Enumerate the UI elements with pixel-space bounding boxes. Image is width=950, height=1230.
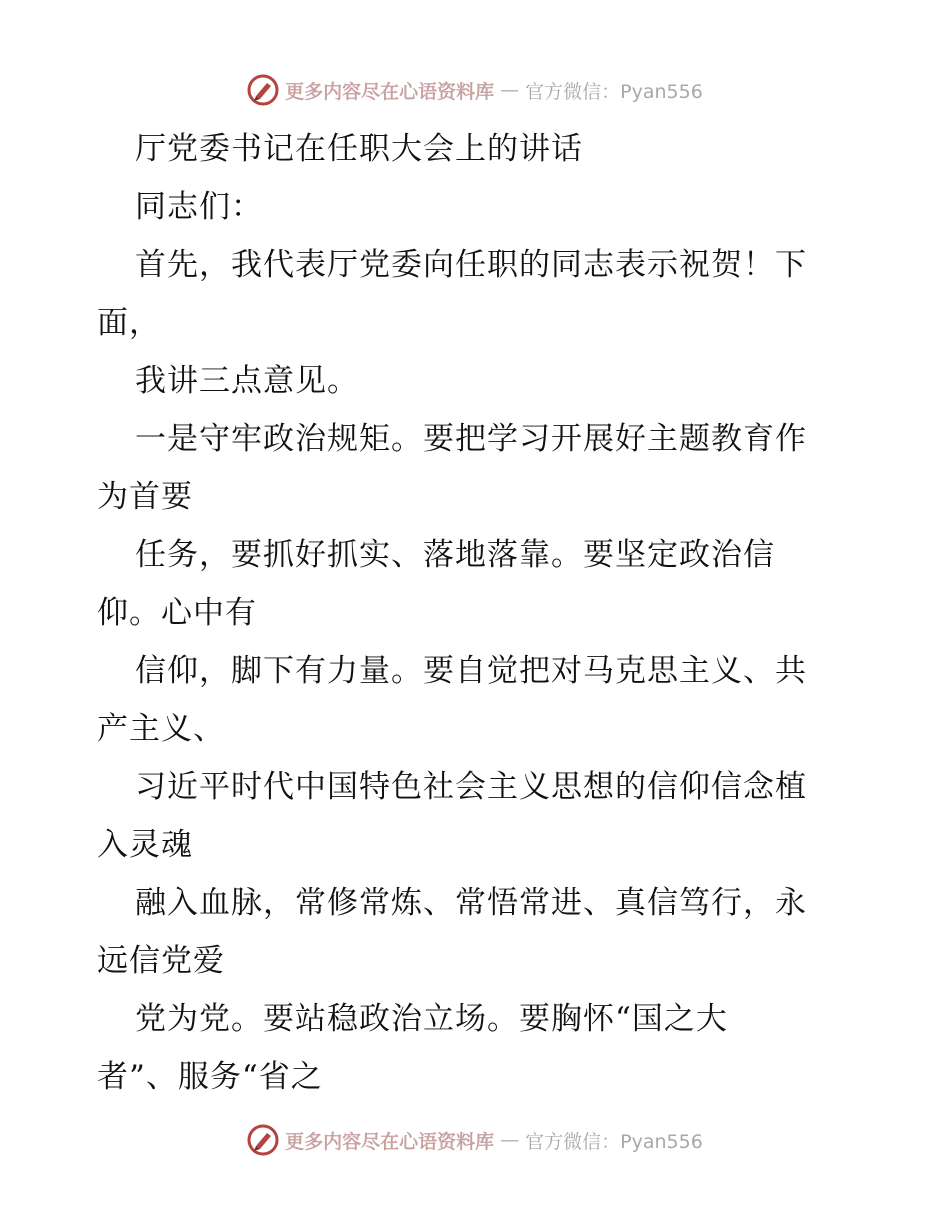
banner-contact-text: 官方微信：Pyan556 xyxy=(525,80,703,103)
header-banner xyxy=(0,70,950,110)
paragraph-line: 入灵魂 xyxy=(97,827,193,863)
banner-brand-text: 更多内容尽在心语资料库 xyxy=(285,80,495,103)
banner-separator: — xyxy=(500,1129,520,1151)
salutation: 同志们： xyxy=(135,189,263,225)
paragraph-line: 一是守牢政治规矩。要把学习开展好主题教育作 xyxy=(135,421,807,457)
paragraph-line: 习近平时代中国特色社会主义思想的信仰信念植 xyxy=(135,769,807,805)
paragraph-line: 融入血脉，常修常炼、常悟常进、真信笃行，永 xyxy=(135,885,807,921)
paragraph-line: 信仰，脚下有力量。要自觉把对马克思主义、共 xyxy=(135,653,807,689)
paragraph-line: 产主义、 xyxy=(97,711,225,747)
paragraph-line: 我讲三点意见。 xyxy=(135,363,359,399)
document-body xyxy=(97,120,857,1106)
document-title: 厅党委书记在任职大会上的讲话 xyxy=(135,131,583,167)
paragraph-line: 任务，要抓好抓实、落地落靠。要坚定政治信 xyxy=(135,537,775,573)
footer-banner xyxy=(0,1120,950,1160)
banner-separator: — xyxy=(500,79,520,101)
paragraph-line: 面， xyxy=(97,305,161,341)
paragraph-line: 仰。心中有 xyxy=(97,595,257,631)
paragraph-line: 为首要 xyxy=(97,479,193,515)
paragraph-line: 党为党。要站稳政治立场。要胸怀“国之大 xyxy=(135,1001,728,1037)
paragraph-line: 首先，我代表厅党委向任职的同志表示祝贺！下 xyxy=(135,247,807,283)
pen-seal-logo-icon xyxy=(247,74,279,106)
pen-seal-logo-icon xyxy=(247,1124,279,1156)
paragraph-line: 者”、服务“省之 xyxy=(97,1059,323,1095)
paragraph-line: 远信党爱 xyxy=(97,943,225,979)
banner-contact-text: 官方微信：Pyan556 xyxy=(525,1130,703,1153)
banner-brand-text: 更多内容尽在心语资料库 xyxy=(285,1130,495,1153)
